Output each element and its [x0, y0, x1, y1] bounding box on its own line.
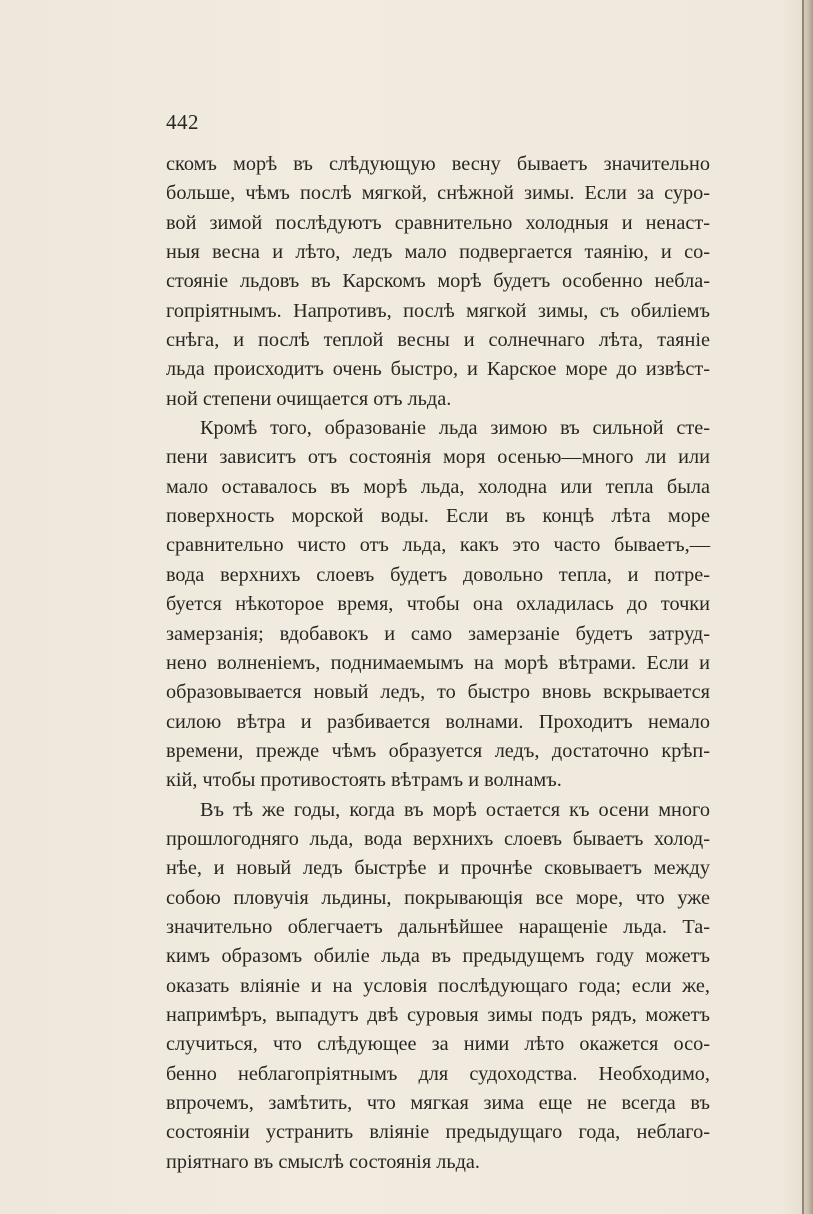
text-line: времени, прежде чѣмъ образуется ледъ, достаточно крѣп-	[166, 739, 710, 762]
page-number: 442	[166, 110, 199, 134]
text-line: вода верхнихъ слоевъ будетъ довольно тепла, и потре-	[166, 563, 710, 586]
text-line: нѣе, и новый ледъ быстрѣе и прочнѣе сковываетъ между	[166, 857, 710, 880]
text-line: пени зависитъ отъ состоянія моря осенью—много ли или	[166, 446, 710, 469]
paragraph-3	[166, 796, 710, 1177]
text-line: ныя весна и лѣто, ледъ мало подвергается таянію, и со-	[166, 241, 710, 264]
text-line: кимъ образомъ обиліе льда въ предыдущемъ году можетъ	[166, 945, 710, 968]
body-text	[166, 150, 710, 1177]
text-line: ной степени очищается отъ льда.	[166, 387, 452, 410]
text-line: снѣга, и послѣ теплой весны и солнечнаго лѣта, таяніе	[166, 329, 710, 352]
page-edge-line	[802, 0, 804, 1214]
paragraph-1	[166, 150, 710, 414]
paragraph-2	[166, 414, 710, 795]
text-line: поверхность морской воды. Если въ концѣ лѣта море	[166, 505, 710, 528]
text-line: значительно облегчаетъ дальнѣйшее наращеніе льда. Та-	[166, 915, 710, 938]
text-line: вой зимой послѣдуютъ сравнительно холодныя и ненаст-	[166, 211, 710, 234]
text-line: впрочемъ, замѣтить, что мягкая зима еще не всегда въ	[166, 1092, 710, 1114]
text-line: Кромѣ того, образованіе льда зимою въ сильной сте-	[200, 417, 710, 440]
text-line: случиться, что слѣдующее за ними лѣто окажется осо-	[166, 1033, 710, 1056]
text-line: замерзанія; вдобавокъ и само замерзаніе будетъ затруд-	[166, 622, 710, 645]
text-line: буется нѣкоторое время, чтобы она охладилась до точки	[166, 593, 710, 616]
text-line: прошлогодняго льда, вода верхнихъ слоевъ бываетъ холод-	[166, 827, 710, 850]
text-line: стояніе льдовъ въ Карскомъ морѣ будетъ особенно неблa-	[166, 270, 710, 293]
text-line: образовывается новый ледъ, то быстро вновь вскрывается	[166, 681, 710, 704]
text-line: льда происходитъ очень быстро, и Карское море до извѣст-	[166, 358, 710, 381]
text-line: напримѣръ, выпадутъ двѣ суровыя зимы подъ рядъ, можетъ	[166, 1003, 710, 1026]
text-line: собою пловучія льдины, покрывающія все море, что уже	[166, 886, 710, 909]
text-line: состояніи устранить вліяніе предыдущаго года, неблаго-	[166, 1121, 710, 1144]
text-line: Въ тѣ же годы, когда въ морѣ остается къ осени много	[200, 798, 710, 821]
text-line: больше, чѣмъ послѣ мягкой, снѣжной зимы. Если за суро-	[166, 182, 710, 205]
text-line: кій, чтобы противостоять вѣтрамъ и волнамъ.	[166, 769, 562, 792]
page-edge-shadow	[803, 0, 813, 1214]
text-line: мало оставалось въ морѣ льда, холодна или тепла была	[166, 475, 710, 498]
text-line: силою вѣтра и разбивается волнами. Проходитъ немало	[166, 710, 710, 733]
text-line: бенно неблагопріятнымъ для судоходства. Необходимо,	[166, 1062, 710, 1085]
text-line: нено волненіемъ, поднимаемымъ на морѣ вѣтрами. Если и	[166, 651, 710, 674]
text-line: пріятнаго въ смыслѣ состоянія льда.	[166, 1150, 480, 1173]
text-line: оказать вліяніе и на условія послѣдующаго года; если же,	[166, 974, 710, 997]
text-line: скомъ морѣ въ слѣдующую весну бываетъ значительно	[166, 153, 710, 175]
text-line: сравнительно чисто отъ льда, какъ это часто бываетъ,—	[166, 534, 710, 557]
text-line: гопріятнымъ. Напротивъ, послѣ мягкой зимы, съ обиліемъ	[166, 299, 710, 322]
